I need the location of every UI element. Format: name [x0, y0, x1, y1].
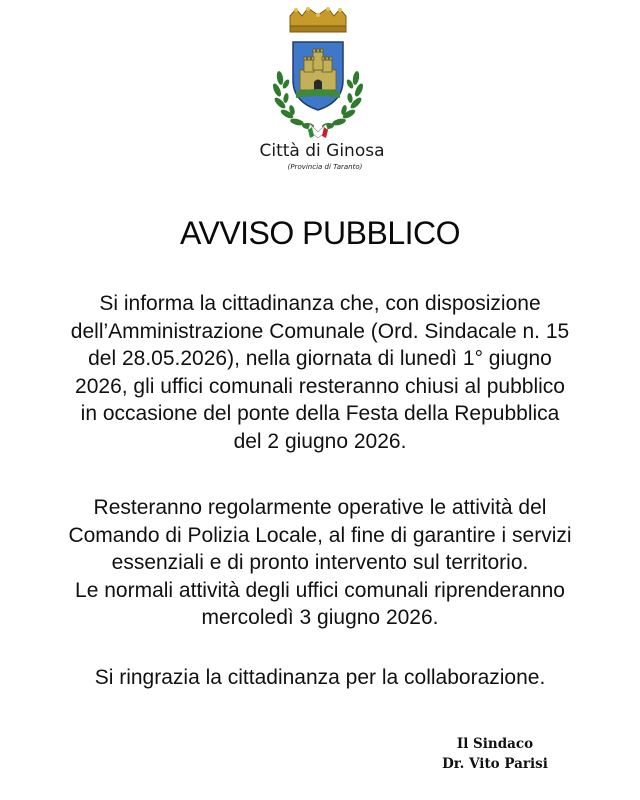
notice-title: AVVISO PUBBLICO [180, 215, 460, 251]
province-name: (Provincia di Taranto) [287, 163, 363, 171]
city-name: Città di Ginosa [259, 141, 385, 161]
signature-name: Dr. Vito Parisi [442, 756, 548, 772]
paragraph-line: essenziali e di pronto intervento sul territorio. [111, 551, 529, 575]
paragraph-line: in occasione del ponte della Festa della Repubblica [80, 402, 560, 426]
crown-icon [290, 7, 346, 32]
paragraph-line: mercoledì 3 giugno 2026. [201, 606, 439, 630]
paragraph-line: del 28.05.2026), nella giornata di lunedì 1° giugno [88, 347, 552, 371]
notice-paragraph-3 [20, 664, 620, 692]
signature-role: Il Sindaco [456, 736, 534, 752]
paragraph-line: 2026, gli uffici comunali resteranno chiusi al pubblico [75, 374, 565, 398]
paragraph-line: dell’Amministrazione Comunale (Ord. Sindacale n. 15 [70, 319, 570, 343]
paragraph-line: del 2 giugno 2026. [233, 429, 407, 453]
paragraph-line: Le normali attività degli uffici comunali riprenderanno [75, 578, 565, 602]
paragraph-line: Si ringrazia la cittadinanza per la collaborazione. [94, 666, 546, 689]
signature-block [420, 734, 570, 774]
tricolor-ribbon-icon [308, 124, 328, 138]
notice-paragraph-1 [20, 290, 620, 456]
paragraph-line: Comando di Polizia Locale, al fine di garantire i servizi [68, 523, 572, 547]
paragraph-line: Resteranno regolarmente operative le attività del [93, 496, 547, 519]
city-crest-icon [262, 6, 374, 142]
paragraph-line: Si informa la cittadinanza che, con disposizione [99, 292, 541, 315]
notice-paragraph-2 [20, 494, 620, 632]
shield-icon [293, 42, 343, 110]
